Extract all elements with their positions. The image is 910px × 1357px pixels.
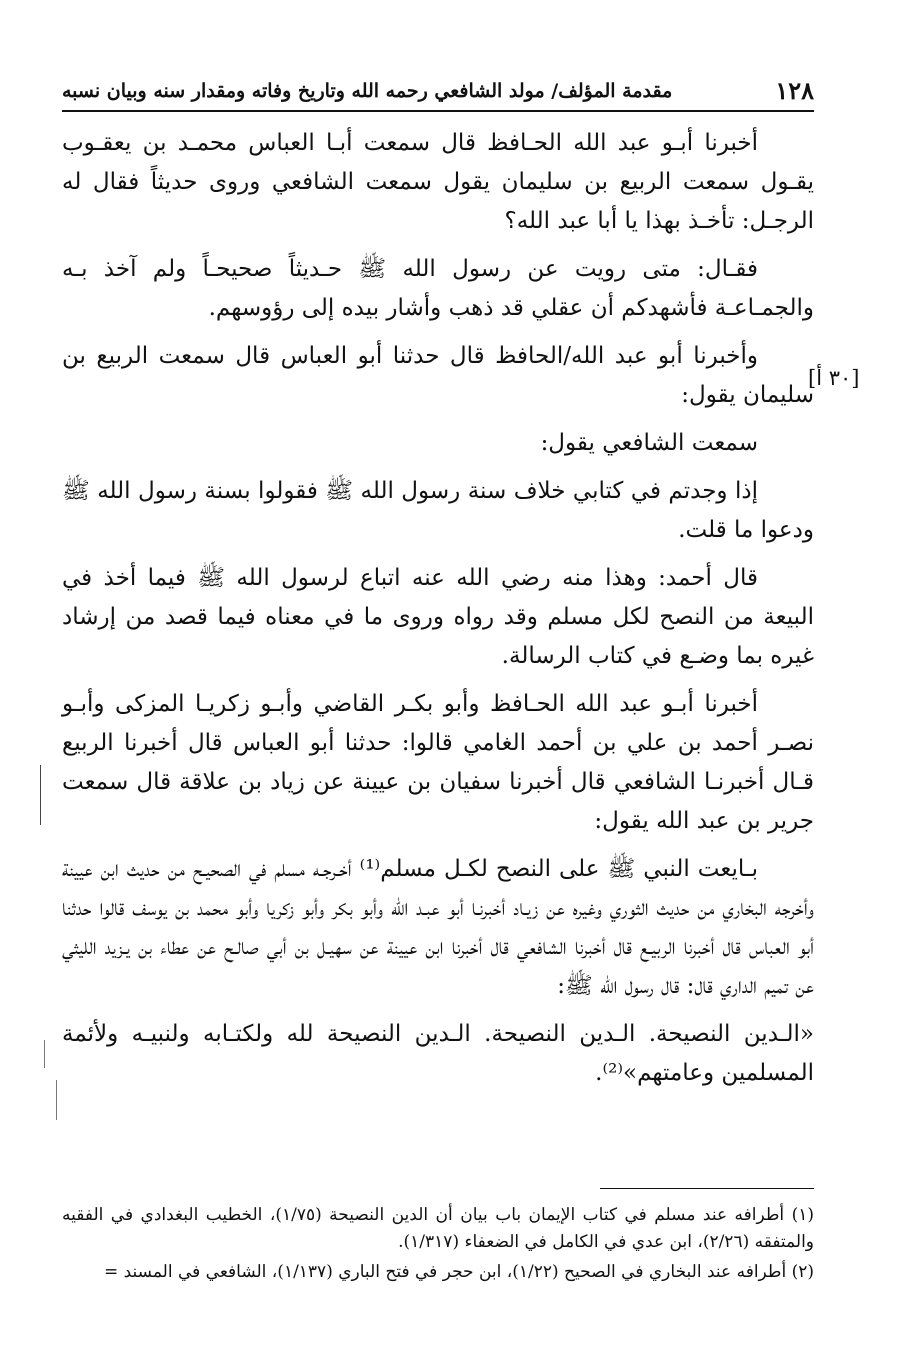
margin-scan-mark [56,1080,57,1120]
footnote-divider [600,1188,814,1189]
paragraph: «الـدين النصيحة. الـدين النصيحة. الـدين النصيحة لله ولكتـابه ولنبيـه ولأئمة المسلمين وعامتهم»⁽²⁾. [62,1021,814,1086]
margin-scan-mark [40,765,41,825]
footnote: (٢) أطرافه عند البخاري في الصحيح (١/٢٢)، ابن حجر في فتح الباري (١/١٣٧)، الشافعي في المسند = [103,1262,814,1282]
paragraph: أخبرنا أبـو عبد الله الحـافظ قال سمعت أبـا العباس محمـد بن يعقـوب يقـول سمعت الربيع بن سليمان يقول سمعت الشافعي وروى حديثاً فقال له الرجـل: تأخـذ بهذا يا أبا عبد الله؟ [62,130,814,234]
paragraph: قال أحمد: وهذا منه رضي الله عنه اتباع لرسول الله ﷺ فيما أخذ في البيعة من النصح لكل مسلم وقد رواه وروى ما في معناه فيما قصد من إرشاد غيره بما وضـع في كتاب الرسالة. [62,565,814,669]
paragraph: أخبرنا أبـو عبد الله الحـافظ وأبو بكـر القاضي وأبـو زكريـا المزكى وأبـو نصـر أحمد بن علي بن أحمد الغامي قالوا: حدثنا أبو العباس قال أخبرنا الربيع قـال أخبرنـا الشافعي قال أخبرنا سفيان بن عيينة عن زياد بن علاقة قال سمعت جرير بن عبد الله يقول: [62,691,814,834]
footnotes [62,1202,814,1289]
page-number: ١٢٨ [775,76,814,105]
margin-scan-mark [44,1040,45,1068]
paragraph: بـايعت النبي ﷺ على النصح لكـل مسلم⁽¹⁾ أخـرجـه مسلم في الصحيـح من حديث ابن عيينة وأخرجه البخاري من حديث الثوري وغيره عن زيـاد أخبرنـا أبو عبـد الله وأبو بكر وأبو زكريا وأبو محمد بن يوسف قالوا حدثنا أبو العباس قال أخبرنا الربيـع قال أخبرنا الشافعي قال أخبرنا ابن عيينة عن سهيـل بن أبي صالـح عن عطاء بن يـزيد الليثي عن تميم الداري قال: قال رسول الله ﷺ: [62,856,814,999]
paragraph: فقـال: متى رويت عن رسول الله ﷺ حـديثاً صحيحـاً ولم آخذ بـه والجمـاعـة فأشهدكم أن عقلي قد ذهب وأشار بيده إلى رؤوسهم. [62,256,814,321]
paragraph: سمعت الشافعي يقول: [540,430,758,456]
main-text [62,124,814,1102]
margin-folio-note: [٣٠ أ] [808,366,860,390]
footnote: (١) أطرافه عند مسلم في كتاب الإيمان باب بيان أن الدين النصيحة (١/٧٥)، الخطيب البغدادي في الفقيه والمتفقه (٢/٢٦)، ابن عدي في الكامل في الضعفاء (١/٣١٧). [62,1205,815,1252]
page-header [62,76,814,112]
paragraph: إذا وجدتم في كتابي خلاف سنة رسول الله ﷺ فقولوا بسنة رسول الله ﷺ ودعوا ما قلت. [62,478,814,543]
running-title: مقدمة المؤلف/ مولد الشافعي رحمه الله وتاريخ وفاته ومقدار سنه وبيان نسبه [62,80,673,102]
paragraph: وأخبرنا أبو عبد الله/الحافظ قال حدثنا أبو العباس قال سمعت الربيع بن سليمان يقول: [62,343,814,408]
